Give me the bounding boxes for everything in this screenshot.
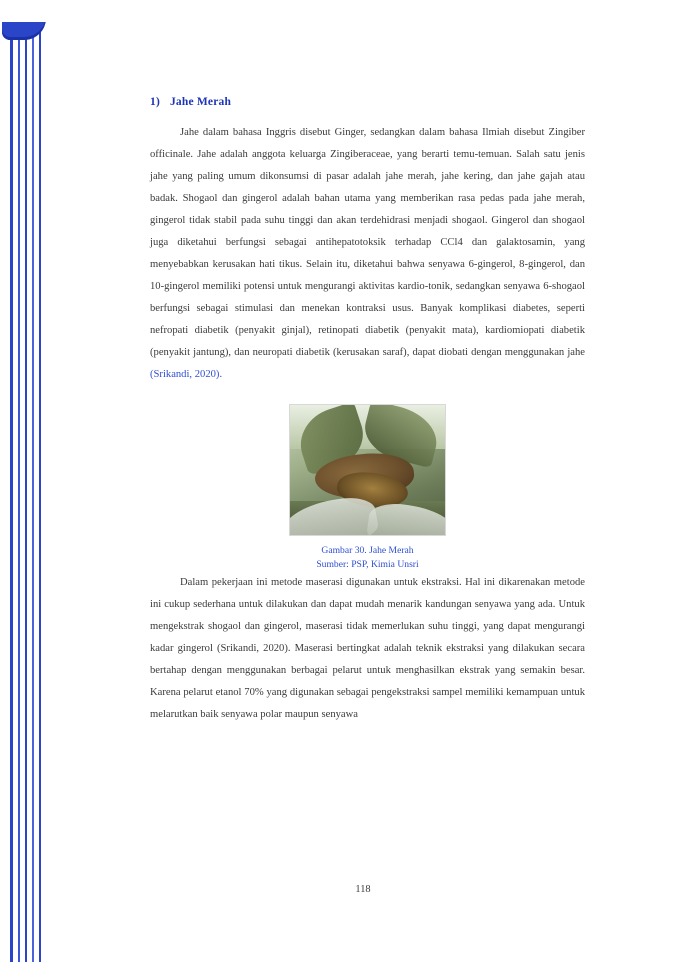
section-number: 1)	[150, 96, 160, 108]
binding-line	[32, 0, 34, 962]
figure-caption	[150, 544, 585, 572]
binding-line	[39, 0, 41, 962]
page-content	[150, 96, 585, 726]
binding-line	[10, 0, 13, 962]
paragraph-ginger-intro-text: Jahe dalam bahasa Inggris disebut Ginger, sedangkan dalam bahasa Ilmiah disebut Zingiber officinale. Jahe adalah anggota keluarga Zingiberaceae, yang berarti temu-temuan. Salah satu jenis jahe yang paling umum dikonsumsi di pasar adalah jahe merah, jahe kering, dan jahe gajah atau badak. Shogaol dan gingerol adalah bahan utama yang memberikan rasa pedas pada jahe merah, gingerol tidak stabil pada suhu tinggi dan akan terdehidrasi menjadi shogaol. Gingerol dan shogaol juga diketahui berfungsi sebagai antihepatotoksik terhadap CCl4 dan galaktosamin, yang menyebabkan kerusakan hati tikus. Selain itu, diketahui bahwa senyawa 6-gingerol, 8-gingerol, dan 10-gingerol memiliki potensi untuk mengurangi aktivitas kardio-tonik, sedangkan senyawa 6-shogaol berfungsi sebagai stimulasi dan menekan kontraksi usus. Banyak komplikasi diabetes, seperti nefropati diabetik (penyakit ginjal), retinopati diabetik (penyakit mata), kardiomiopati diabetik (penyakit jantung), dan neuropati diabetik (kerusakan saraf), dapat diobati dengan menggunakan jahe	[150, 127, 585, 358]
citation-srikandi-1: (Srikandi, 2020).	[150, 369, 223, 380]
jahe-merah-photo	[289, 404, 446, 536]
section-heading	[150, 96, 585, 108]
binding-cap-inner	[2, 0, 46, 22]
binding-line	[18, 0, 20, 962]
document-page	[46, 0, 680, 962]
figure-jahe-merah	[150, 404, 585, 572]
section-title: Jahe Merah	[169, 96, 232, 108]
binding-line	[25, 0, 27, 962]
paragraph-maserasi: Dalam pekerjaan ini metode maserasi digunakan untuk ekstraksi. Hal ini dikarenakan metode ini cukup sederhana untuk dilakukan dan dapat mudah menarik kandungan senyawa yang ada. Untuk mengekstrak shogaol dan gingerol, maserasi tidak memerlukan suhu tinggi, yang dapat mengurangi kadar gingerol (Srikandi, 2020). Maserasi bertingkat adalah teknik ekstraksi yang dilakukan secara bertahap dengan menggunakan berbagai pelarut untuk menghasilkan ekstrak yang semakin besar. Karena pelarut etanol 70% yang digunakan sebagai pengekstraksi sampel memiliki kemampuan untuk melarutkan baik senyawa polar maupun senyawa	[150, 577, 585, 720]
figure-caption-text: Gambar 30. Jahe Merah	[321, 545, 414, 556]
figure-source: Sumber: PSP, Kimia Unsri	[316, 559, 419, 570]
spiral-binding	[0, 0, 46, 962]
page-number: 118	[355, 884, 371, 895]
paragraph-ginger-intro	[150, 122, 585, 386]
